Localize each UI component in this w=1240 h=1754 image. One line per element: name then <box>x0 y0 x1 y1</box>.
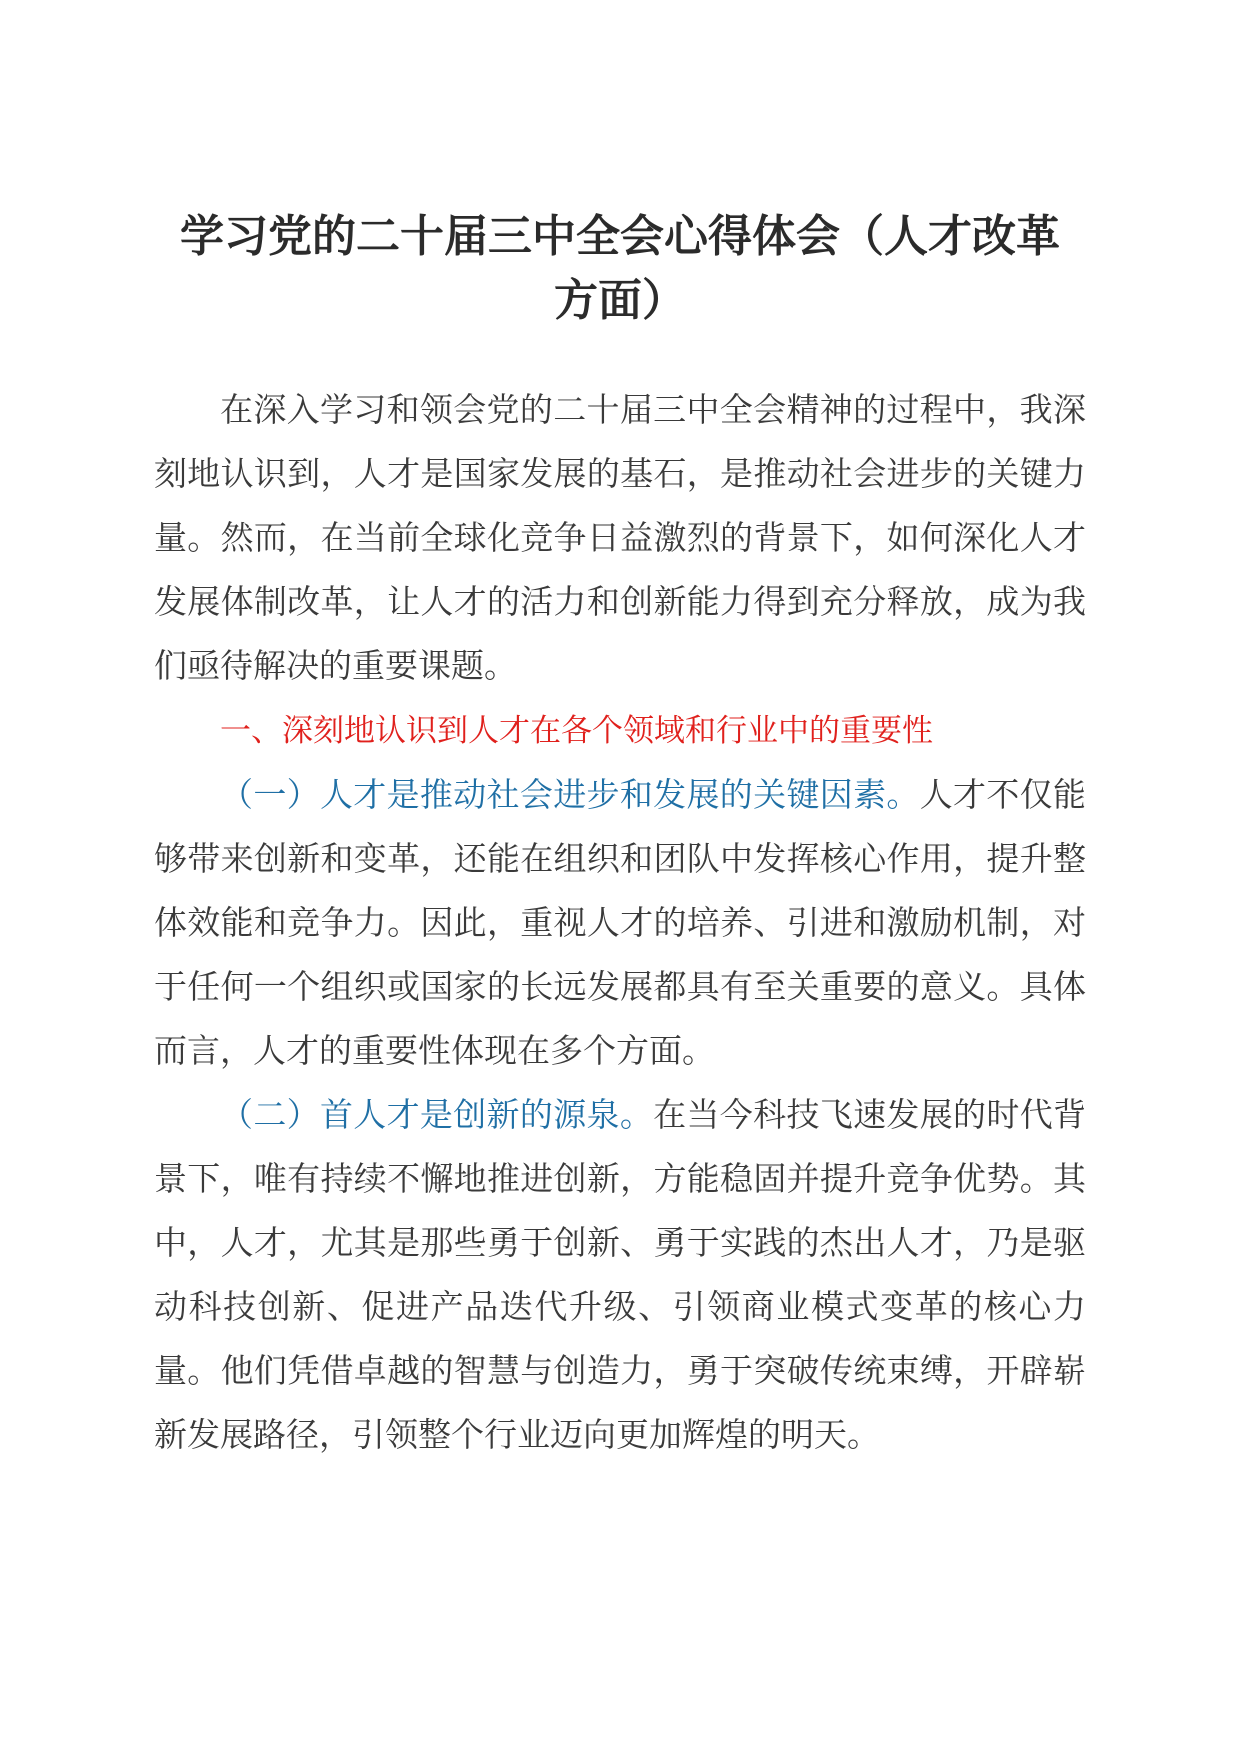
section-1-heading-paragraph <box>154 698 1086 763</box>
intro-paragraph: 在深入学习和领会党的二十届三中全会精神的过程中，我深刻地认识到，人才是国家发展的基石，是推动社会进步的关键力量。然而，在当前全球化竞争日益激烈的背景下，如何深化人才发展体制改革，让人才的活力和创新能力得到充分释放，成为我们亟待解决的重要课题。 <box>154 390 1086 685</box>
title-line-2: 方面） <box>554 275 686 326</box>
subsection-2-paragraph <box>154 1083 1086 1467</box>
subsection-2-heading: （二）首人才是创新的源泉。 <box>220 1095 654 1134</box>
subsection-1-paragraph <box>154 763 1086 1083</box>
subsection-1-body: 人才不仅能够带来创新和变革，还能在组织和团队中发挥核心作用，提升整体效能和竞争力。因此，重视人才的培养、引进和激励机制，对于任何一个组织或国家的长远发展都具有至关重要的意义。具体而言，人才的重要性体现在多个方面。 <box>154 775 1087 1070</box>
document-title <box>150 205 1090 333</box>
title-line-1: 学习党的二十届三中全会心得体会（人才改革 <box>180 211 1060 262</box>
section-1-heading: 一、深刻地认识到人才在各个领域和行业中的重要性 <box>220 713 933 749</box>
subsection-2-body: 在当今科技飞速发展的时代背景下，唯有持续不懈地推进创新，方能稳固并提升竞争优势。其中，人才，尤其是那些勇于创新、勇于实践的杰出人才，乃是驱动科技创新、促进产品迭代升级、引领商业模式变革的核心力量。他们凭借卓越的智慧与创造力，勇于突破传统束缚，开辟崭新发展路径，引领整个行业迈向更加辉煌的明天。 <box>154 1095 1087 1454</box>
document-body <box>154 378 1086 1467</box>
subsection-1-heading: （一）人才是推动社会进步和发展的关键因素。 <box>220 775 920 814</box>
